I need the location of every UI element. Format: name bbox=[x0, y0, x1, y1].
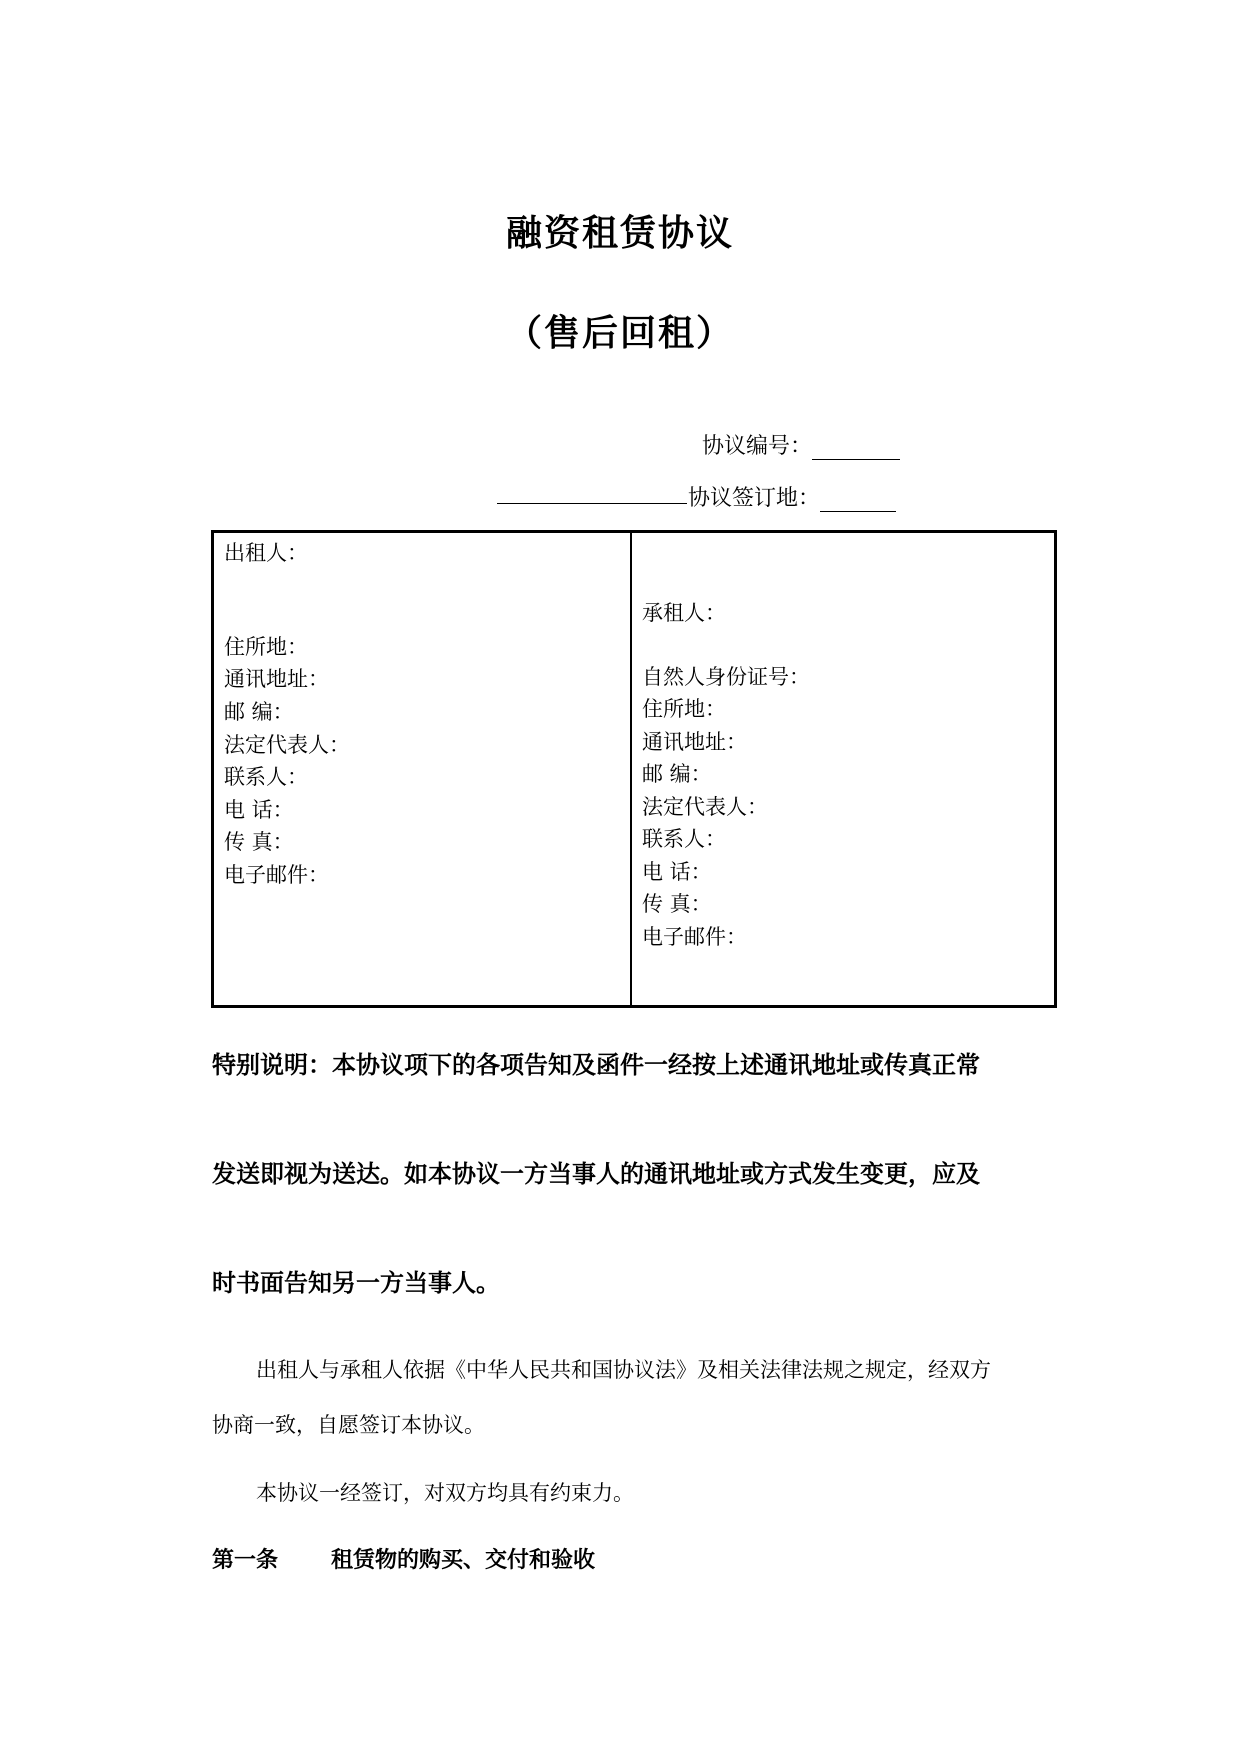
lessee-field: 住所地： bbox=[642, 697, 726, 721]
lessee-field: 电子邮件： bbox=[642, 925, 747, 949]
lessor-field: 电 话： bbox=[224, 798, 294, 822]
lessor-field: 通讯地址： bbox=[224, 667, 329, 691]
lessee-heading: 承租人： bbox=[642, 601, 726, 625]
lessor-field: 法定代表人： bbox=[224, 733, 350, 757]
preamble-line: 协商一致，自愿签订本协议。 bbox=[212, 1413, 485, 1437]
signing-place-blank[interactable] bbox=[820, 489, 896, 512]
preamble-line: 出租人与承租人依据《中华人民共和国协议法》及相关法律法规之规定，经双方 bbox=[256, 1358, 991, 1382]
lessee-field: 邮 编： bbox=[642, 762, 712, 786]
agreement-number-label: 协议编号： bbox=[702, 434, 813, 459]
signing-place bbox=[688, 481, 896, 512]
article-number: 第一条 bbox=[212, 1548, 279, 1573]
binding-statement: 本协议一经签订，对双方均具有约束力。 bbox=[256, 1481, 634, 1505]
lessor-field: 联系人： bbox=[224, 765, 308, 789]
document-title: 融资租赁协议 bbox=[505, 213, 734, 254]
lessor-field: 邮 编： bbox=[224, 700, 294, 724]
lessor-field: 住所地： bbox=[224, 635, 308, 659]
lessor-field: 传 真： bbox=[224, 830, 294, 854]
agreement-number bbox=[702, 429, 900, 460]
lessee-field: 自然人身份证号： bbox=[642, 665, 810, 689]
special-notice-line: 特别说明：本协议项下的各项告知及函件一经按上述通讯地址或传真正常 bbox=[212, 1051, 980, 1079]
signing-place-prefix-blank[interactable] bbox=[497, 503, 687, 504]
party-info-table bbox=[211, 530, 1057, 1008]
lessee-field: 法定代表人： bbox=[642, 795, 768, 819]
lessee-field: 电 话： bbox=[642, 860, 712, 884]
lessee-field: 通讯地址： bbox=[642, 730, 747, 754]
lessee-field: 联系人： bbox=[642, 827, 726, 851]
special-notice-line: 发送即视为送达。如本协议一方当事人的通讯地址或方式发生变更，应及 bbox=[212, 1160, 980, 1188]
document-subtitle: （售后回租） bbox=[505, 313, 734, 354]
article-title: 租赁物的购买、交付和验收 bbox=[331, 1548, 596, 1573]
lessor-field: 电子邮件： bbox=[224, 863, 329, 887]
agreement-number-blank[interactable] bbox=[812, 437, 900, 460]
special-notice-line: 时书面告知另一方当事人。 bbox=[212, 1269, 500, 1297]
lessee-field: 传 真： bbox=[642, 892, 712, 916]
signing-place-label: 协议签订地： bbox=[688, 486, 821, 511]
lessor-heading: 出租人： bbox=[224, 541, 308, 565]
table-divider bbox=[630, 533, 632, 1005]
